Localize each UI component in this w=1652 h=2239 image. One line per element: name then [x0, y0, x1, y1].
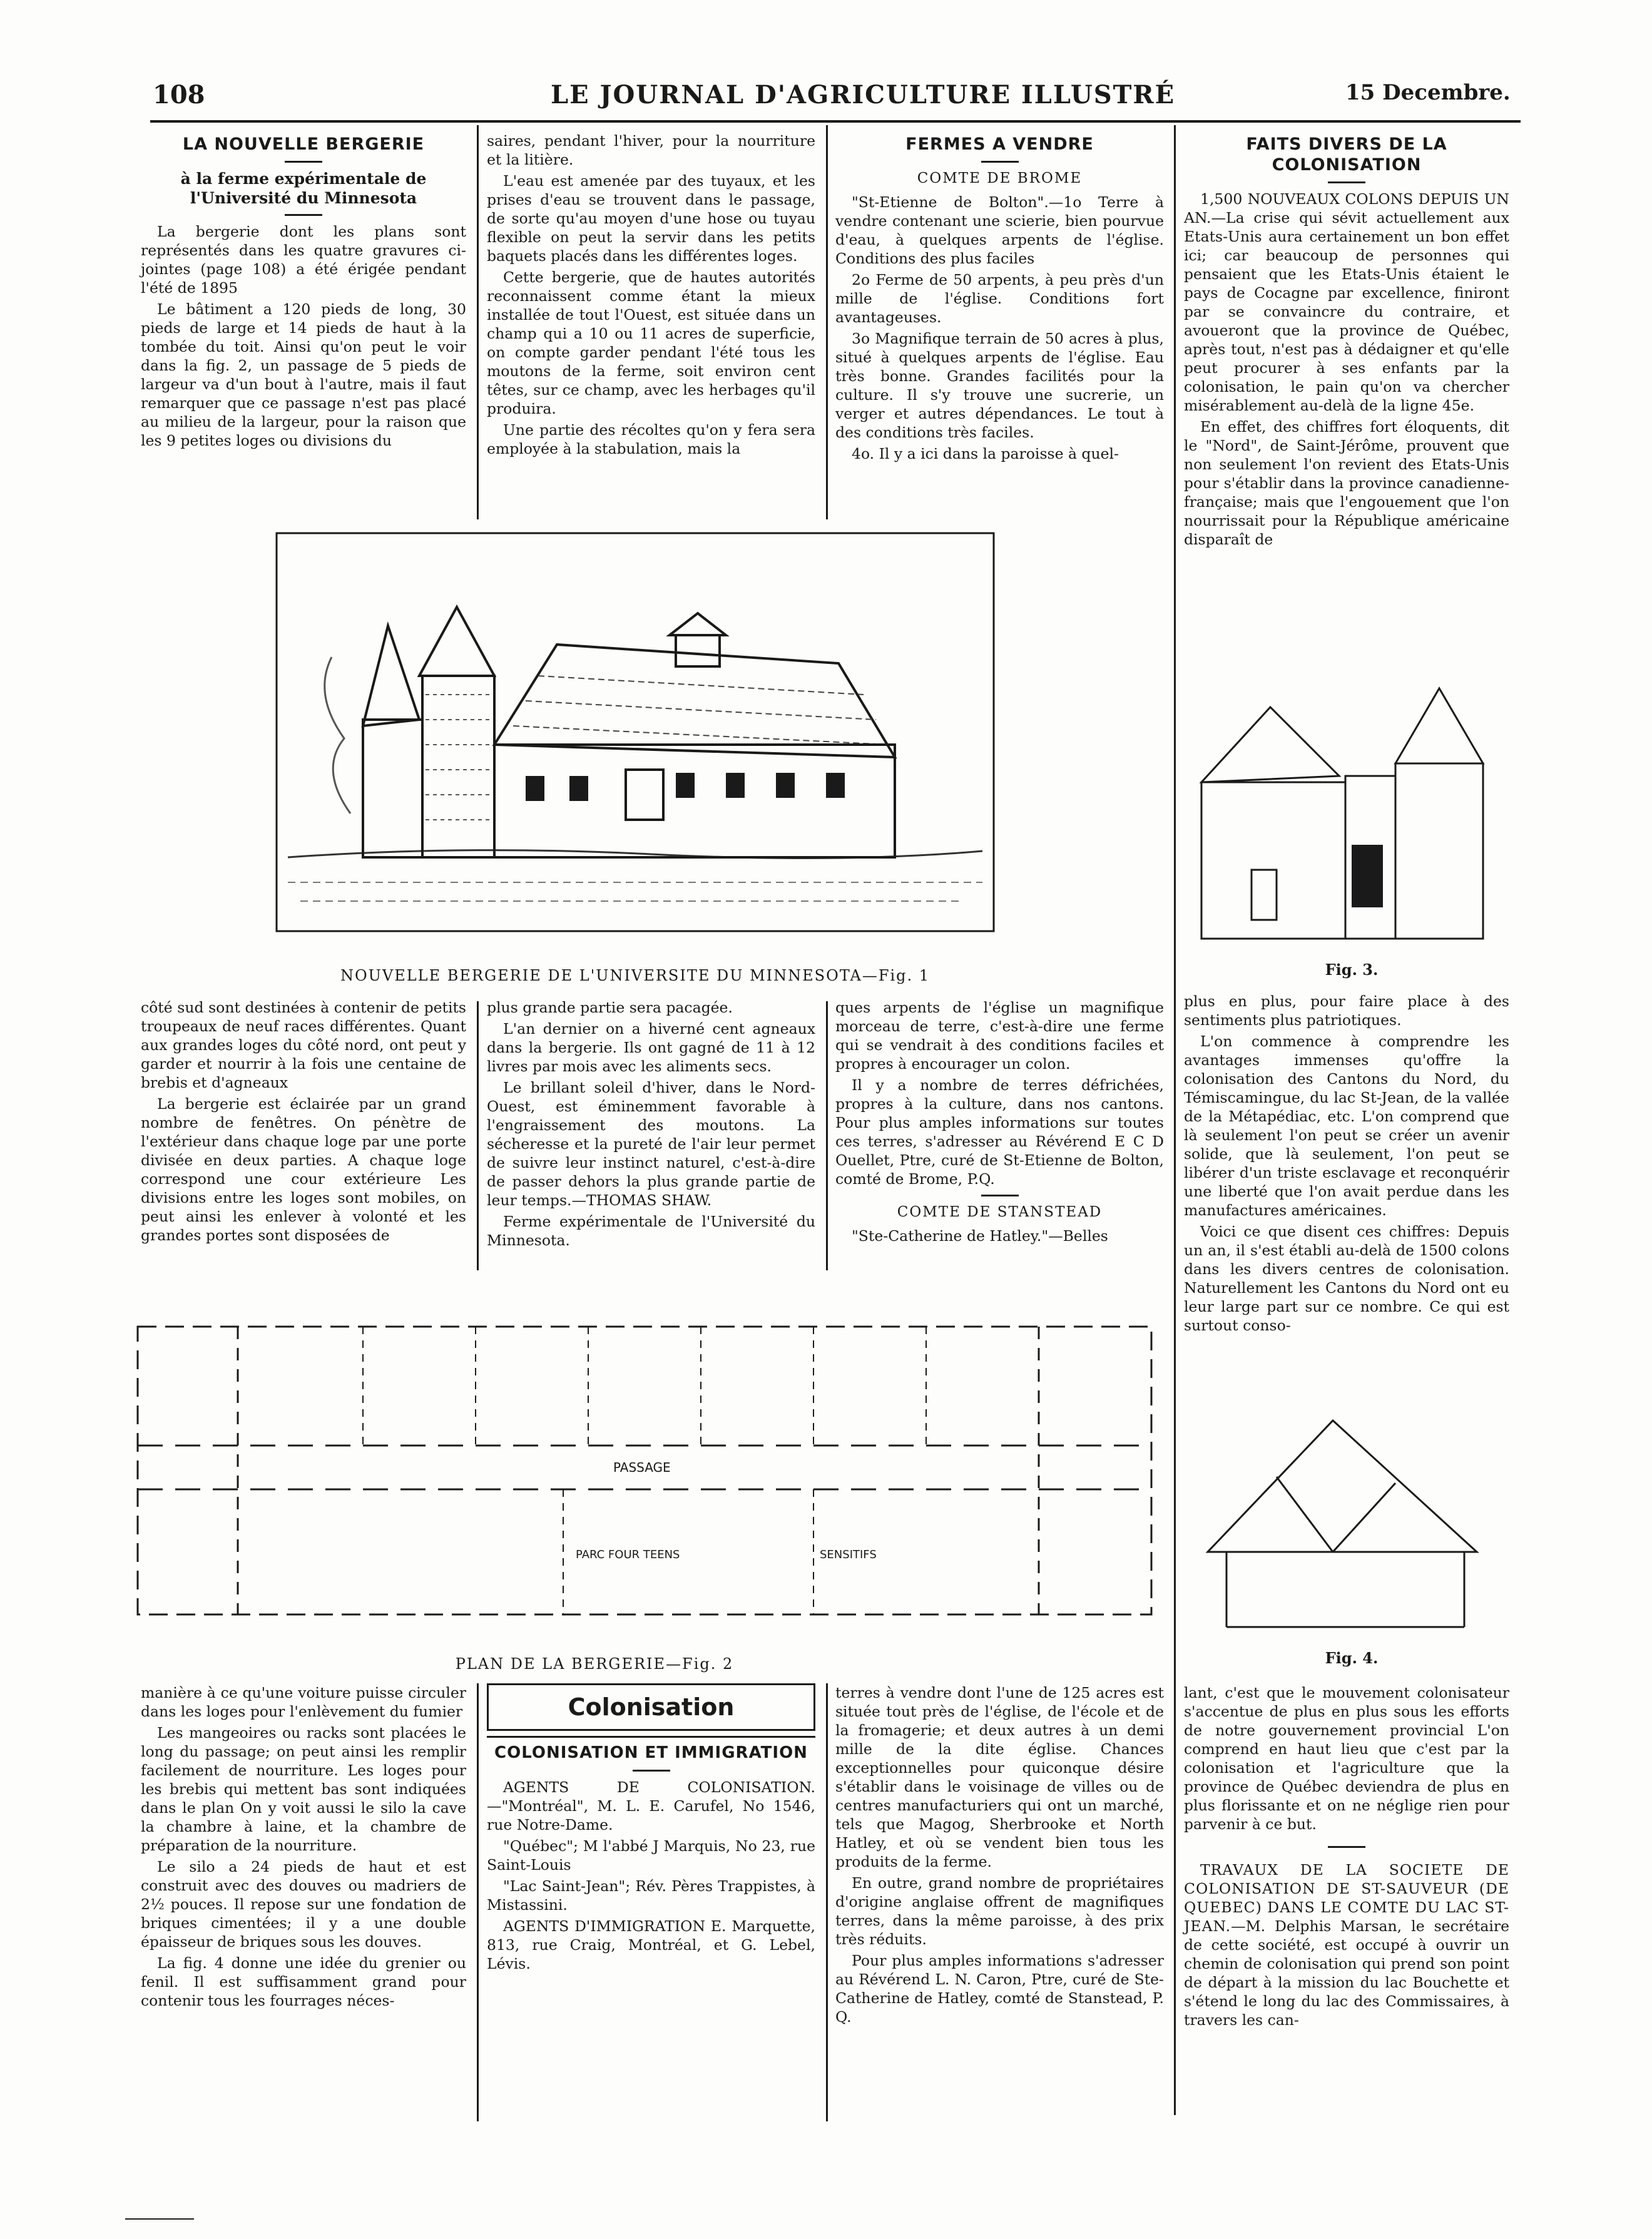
article-bergerie-start: [141, 131, 466, 452]
article-colonisation: [487, 1683, 815, 1976]
paragraph: Ferme expérimentale de l'Université du Minnesota.: [487, 1213, 815, 1249]
paragraph: AGENTS DE COLONISATION.—"Montréal", M. L. E. Carufel, No 1546, rue Notre-Dame.: [487, 1778, 815, 1834]
journal-title: LE JOURNAL D'AGRICULTURE ILLUSTRÉ: [551, 80, 1176, 110]
paragraph: plus grande partie sera pacagée.: [487, 999, 733, 1016]
paragraph: 2o Ferme de 50 arpents, à peu près d'un mille de l'église. Conditions fort avantageuses.: [835, 271, 1164, 326]
paragraph: L'on commence à comprendre les avantages immenses qu'offre la colonisation des Cantons du Nord, du Témiscamingue, du lac St-Jean, de la vallée de la Métapédiac, etc. L'on comprend que là seulement l'on peut se créer un avenir solide, que là seulement, l'on peut se libérer d'un triste esclavage et reconquérir une liberté que l'on avait perdue dans les manufactures américaines.: [1184, 1033, 1509, 1219]
plan-label-pens: PARC FOUR TEENS: [576, 1548, 680, 1561]
paragraph: ques arpents de l'église un magnifique morceau de terre, c'est-à-dire une ferme qui se vendrait à des conditions faciles et propres à encourager un colon.: [835, 999, 1164, 1073]
paragraph: La bergerie est éclairée par un grand nombre de fenêtres. On pénètre de l'extérieur dans chaque loge par une porte divisée en deux parties. A chaque loge correspond une cour extérieure Les divisions entre les loges sont mobiles, on peut ainsi les enlever à volonté et les grandes portes sont disposées de: [141, 1095, 466, 1244]
article-bergerie-mid1: [141, 998, 466, 1247]
section-dash: [1328, 1846, 1365, 1848]
plan-label-passage: PASSAGE: [613, 1460, 671, 1475]
paragraph: "St-Etienne de Bolton".—1o Terre à vendre contenant une scierie, bien pourvue d'eau, à quelques arpents de l'église. Conditions des plus faciles: [835, 193, 1164, 267]
paragraph: La bergerie dont les plans sont représentés dans les quatre gravures ci-jointes (page 108) a été érigée pendant l'été de 1895: [141, 223, 466, 297]
title-dash: [285, 161, 322, 163]
article-fermes-a-vendre: [835, 131, 1164, 466]
paragraph: terres à vendre dont l'une de 125 acres est située tout près de l'église, de l'école et de la fromagerie; et deux autres à un demi mille de la dite église. Chances exceptionnelles pour quiconque désire s'établir dans le voisinage de villes ou de centres manufacturiers qui ont un marché, tels que Magog, Sherbrooke et North Hatley, et où se vendent bien tous les produits de la ferme.: [835, 1684, 1164, 1870]
paragraph-heading: [1184, 1860, 1509, 2029]
paragraph: saires, pendant l'hiver, pour la nourriture et la litière.: [487, 132, 815, 168]
paragraph: 4o. Il y a ici dans la paroisse à quel-: [852, 445, 1119, 462]
issue-date: 15 Decembre.: [1345, 80, 1511, 105]
figure-4-loft: [1189, 1402, 1502, 1640]
barn-illustration: [275, 532, 995, 932]
figure-3-elevation: [1189, 682, 1502, 957]
article-title: FAITS DIVERS DE LA COLONISATION: [1246, 135, 1447, 175]
paragraph: Voici ce que disent ces chiffres: Depuis un an, il s'est établi au-delà de 1500 colons dans les divers centres de colonisation. Naturellement les Cantons du Nord ont eu leur large part sur ce nombre. Ce qui est surtout conso-: [1184, 1223, 1509, 1334]
colonisation-box: [487, 1683, 815, 1731]
paragraph: côté sud sont destinées à contenir de petits troupeaux de neuf races différentes. Quant aux grandes loges du côté nord, ont peut y garder et nourrir à la fois une centaine de brebis et d'agneaux: [141, 999, 466, 1091]
title-dash: [981, 161, 1019, 163]
paragraph: plus en plus, pour faire place à des sentiments plus patriotiques.: [1184, 992, 1509, 1029]
section-subtitle: COLONISATION ET IMMIGRATION: [494, 1743, 808, 1762]
paragraph: L'an dernier on a hiverné cent agneaux dans la bergerie. Ils ont gagné de 11 à 12 livres par mois avec les aliments secs.: [487, 1020, 815, 1075]
paragraph: En outre, grand nombre de propriétaires d'origine anglaise offrent de magnifiques terres, dans la même paroisse, à des prix très réduits.: [835, 1874, 1164, 1948]
paragraph: AGENTS D'IMMIGRATION E. Marquette, 813, rue Craig, Montréal, et G. Lebel, Lévis.: [487, 1917, 815, 1972]
paragraph: "Québec"; M l'abbé J Marquis, No 23, rue Saint-Louis: [487, 1837, 815, 1874]
paragraph: Pour plus amples informations s'adresser au Révérend L. N. Caron, Ptre, curé de Ste-Catherine de Hatley, comté de Stanstead, P. Q.: [835, 1952, 1164, 2026]
title-dash: [285, 214, 322, 216]
column-divider: [826, 1001, 828, 1270]
paragraph: En effet, des chiffres fort éloquents, dit le "Nord", de Saint-Jérôme, prouvent que non seulement l'on revient des Etats-Unis pour s'établir dans la province canadienne-française; mais que l'engouement que l'on nourrissait pour la République américaine disparaît de: [1184, 418, 1509, 548]
column-divider: [826, 125, 828, 519]
article-faits-divers-mid: [1184, 992, 1509, 1337]
paragraph: lant, c'est que le mouvement colonisateur s'accentue de plus en plus sous les efforts de notre gouvernement provincial L'on comprend en haut lieu que c'est par la colonisation et l'agriculture que la province de Québec deviendra de plus en plus florissante et on ne néglige rien pour parvenir à ce but.: [1184, 1684, 1509, 1833]
paragraph: 3o Magnifique terrain de 50 acres à plus, situé à quelques arpents de l'église. Eau très bonne. Grandes facilités pour la culture. Il s'y trouve une sucrerie, un verger et autres dépendances. Le tout à des conditions très faciles.: [835, 330, 1164, 441]
section-dash: [981, 1195, 1019, 1196]
paragraph: Cette bergerie, que de hautes autorités reconnaissent comme étant la mieux installée de tout l'Ouest, est située dans un champ qui a 10 ou 11 acres de superficie, on compte garder pendant l'été tous les moutons de la ferme, soit environ cent têtes, sur ce champ, avec les herbages qu'il produira.: [487, 268, 815, 417]
article-title: FERMES A VENDRE: [905, 135, 1094, 154]
plan-label-lambs: SENSITIFS: [820, 1548, 877, 1561]
paragraph: L'eau est amenée par des tuyaux, et les prises d'eau se trouvent dans le passage, de sorte qu'au moyen d'une hose ou tuyau flexible on peut la servir dans les petits baquets placés dans les différentes loges.: [487, 172, 815, 265]
figure-1-caption: NOUVELLE BERGERIE DE L'UNIVERSITE DU MINNESOTA—Fig. 1: [340, 967, 931, 984]
box-rule: [487, 1736, 815, 1738]
paragraph: La fig. 4 donne une idée du grenier ou fenil. Il est suffisamment grand pour contenir tous les fourrages néces-: [141, 1954, 466, 2009]
figure-2-caption: PLAN DE LA BERGERIE—Fig. 2: [455, 1655, 734, 1673]
paragraph: "Lac Saint-Jean"; Rév. Pères Trappistes, à Mistassini.: [487, 1877, 815, 1914]
paragraph: Le silo a 24 pieds de haut et est construit avec des douves ou madriers de 2½ pouces. Il repose sur une fondation de briques cimentées; il y a une double épaisseur de briques sous les douves.: [141, 1858, 466, 1951]
paragraph: Les mangeoires ou racks sont placées le long du passage; on peut ainsi les remplir facilement de nourriture. Les loges pour les brebis qui mettent bas sont indiquées dans le plan On y voit aussi le silo la cave la chambre à laine, et la chambre de préparation de la nourriture.: [141, 1724, 466, 1854]
header-rule: [150, 120, 1521, 123]
subheading: TRAVAUX DE LA SOCIETE DE COLONISATION DE ST-SAUVEUR (DE QUEBEC) DANS LE COMTE DU LAC ST-JEAN.: [1184, 1861, 1509, 1935]
paragraph-text: —M. Delphis Marsan, le secrétaire de cette société, est occupé à ouvrir un chemin de colonisation qui prend son point de départ à la mission du lac Bouchette et s'étend le long du lac des Commissaires, à travers les can-: [1184, 1917, 1509, 2029]
floor-plan: [125, 1302, 1164, 1652]
section-dash: [633, 1770, 670, 1772]
title-dash: [1328, 181, 1365, 183]
paragraph: manière à ce qu'une voiture puisse circuler dans les loges pour l'enlèvement du fumier: [141, 1684, 466, 1720]
column-divider: [477, 1001, 479, 1270]
column-divider: [826, 1683, 828, 2121]
article-title: LA NOUVELLE BERGERIE: [182, 135, 425, 154]
article-bergerie-mid2: [487, 998, 815, 1252]
footer-mark: [125, 2218, 194, 2220]
article-bergerie-cont: [487, 131, 815, 461]
paragraph: Il y a nombre de terres défrichées, propres à la culture, dans nos cantons. Pour plus amples informations sur toutes ces terres, s'adresser au Révérend E C D Ouellet, Ptre, curé de St-Etienne de Bolton, comté de Brome, P.Q.: [835, 1076, 1164, 1188]
paragraph: Une partie des récoltes qu'on y fera sera employée à la stabulation, mais la: [487, 421, 815, 457]
article-fermes-mid: [835, 998, 1164, 1248]
article-faits-divers-end: [1184, 1683, 1509, 2032]
paragraph: Le brillant soleil d'hiver, dans le Nord-Ouest, est éminemment favorable à l'engraissement des moutons. La sécheresse et la pureté de l'air leur permet de suivre leur instinct naturel, c'est-à-dire de passer dehors la plus grande partie de leur temps.—THOMAS SHAW.: [487, 1079, 815, 1209]
page-number: 108: [153, 80, 205, 110]
section-title: Colonisation: [568, 1693, 735, 1721]
article-bergerie-end: [141, 1683, 466, 2012]
article-subtitle: à la ferme expérimentale de l'Université du Minnesota: [180, 170, 427, 207]
figure-3-caption: Fig. 3.: [1325, 961, 1379, 979]
article-fermes-end: [835, 1683, 1164, 2029]
county-heading: COMTE DE BROME: [917, 170, 1083, 186]
article-faits-divers: [1184, 131, 1509, 551]
column-divider: [477, 125, 479, 519]
figure-4-caption: Fig. 4.: [1325, 1649, 1379, 1667]
paragraph: 1,500 NOUVEAUX COLONS DEPUIS UN AN.—La crise qui sévit actuellement aux Etats-Unis aura certainement un bon effet ici; car beaucoup de personnes qui pensaient que les Etats-Unis étaient le pays de Cocagne par excellence, finiront par se convaincre du contraire, et avoueront que la province de Québec, après tout, n'est pas à dédaigner et qu'elle peut procurer à ses enfants par la colonisation, le pain qu'on va chercher misérablement au-delà de la ligne 45e.: [1184, 190, 1509, 414]
county-heading: COMTE DE STANSTEAD: [897, 1204, 1103, 1220]
paragraph: "Ste-Catherine de Hatley."—Belles: [852, 1227, 1108, 1245]
column-divider: [1174, 125, 1176, 2115]
column-divider: [477, 1683, 479, 2121]
paragraph: Le bâtiment a 120 pieds de long, 30 pieds de large et 14 pieds de haut à la tombée du toit. Ainsi qu'on peut le voir dans la fig. 2, un passage de 5 pieds de largeur va d'un bout à l'autre, mais il faut remarquer que ce passage n'est pas placé au milieu de la largeur, pour la raison que les 9 petites loges ou divisions du: [141, 300, 466, 449]
